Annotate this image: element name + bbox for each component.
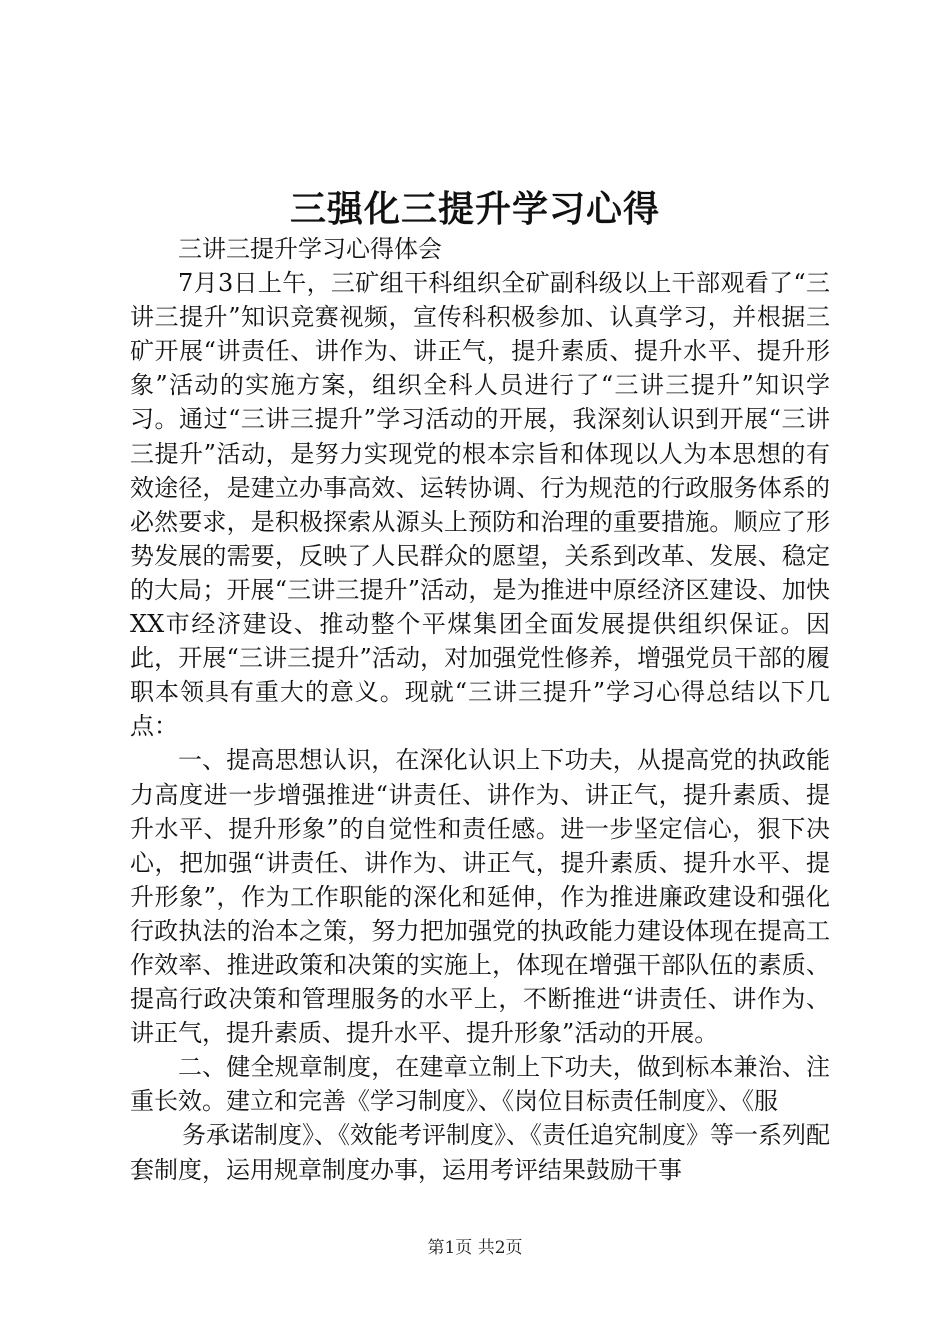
page-footer: 第1页 共2页 [427,1238,523,1258]
paragraph-subtitle: 三讲三提升学习心得体会 [178,235,442,263]
paragraph-point-one: 一、提高思想认识，在深化认识上下功夫，从提高党的执政能力高度进一步增强推进“讲责任、讲作为、讲正气，提升素质、提升水平、提升形象”的自觉性和责任感。进一步坚定信心，狠下决心，把加强“讲责任、讲作为、讲正气，提升素质、提升水平、提升形象”，作为工作职能的深化和延伸，作为推进廉政建设和强化行政执法的治本之策，努力把加强党的执政能力建设体现在提高工作效率、推进政策和决策的实施上，体现在增强干部队伍的素质、提高行政决策和管理服务的水平上，不断推进“讲责任、讲作为、讲正气，提升素质、提升水平、提升形象”活动的开展。 [130,746,830,1048]
paragraph-point-two-continued: 务承诺制度》、《效能考评制度》、《责任追究制度》等一系列配套制度，运用规章制度办事，运用考评结果鼓励干事 [130,1121,830,1184]
document-body [130,232,830,1187]
paragraph-point-two: 二、健全规章制度，在建章立制上下功夫，做到标本兼治、注重长效。建立和完善《学习制度》、《岗位目标责任制度》、《服 [130,1053,830,1116]
paragraph-intro: 7月3日上午，三矿组干科组织全矿副科级以上干部观看了“三讲三提升”知识竞赛视频，宣传科积极参加、认真学习，并根据三矿开展“讲责任、讲作为、讲正气，提升素质、提升水平、提升形象”活动的实施方案，组织全科人员进行了“三讲三提升”知识学习。通过“三讲三提升”学习活动的开展，我深刻认识到开展“三讲三提升”活动，是努力实现党的根本宗旨和体现以人为本思想的有效途径，是建立办事高效、运转协调、行为规范的行政服务体系的必然要求，是积极探索从源头上预防和治理的重要措施。顺应了形势发展的需要，反映了人民群众的愿望，关系到改革、发展、稳定的大局；开展“三讲三提升”活动，是为推进中原经济区建设、加快XX市经济建设、推动整个平煤集团全面发展提供组织保证。因此，开展“三讲三提升”活动，对加强党性修养，增强党员干部的履职本领具有重大的意义。现就“三讲三提升”学习心得总结以下几点： [130,269,830,741]
document-title: 三强化三提升学习心得 [289,188,660,230]
